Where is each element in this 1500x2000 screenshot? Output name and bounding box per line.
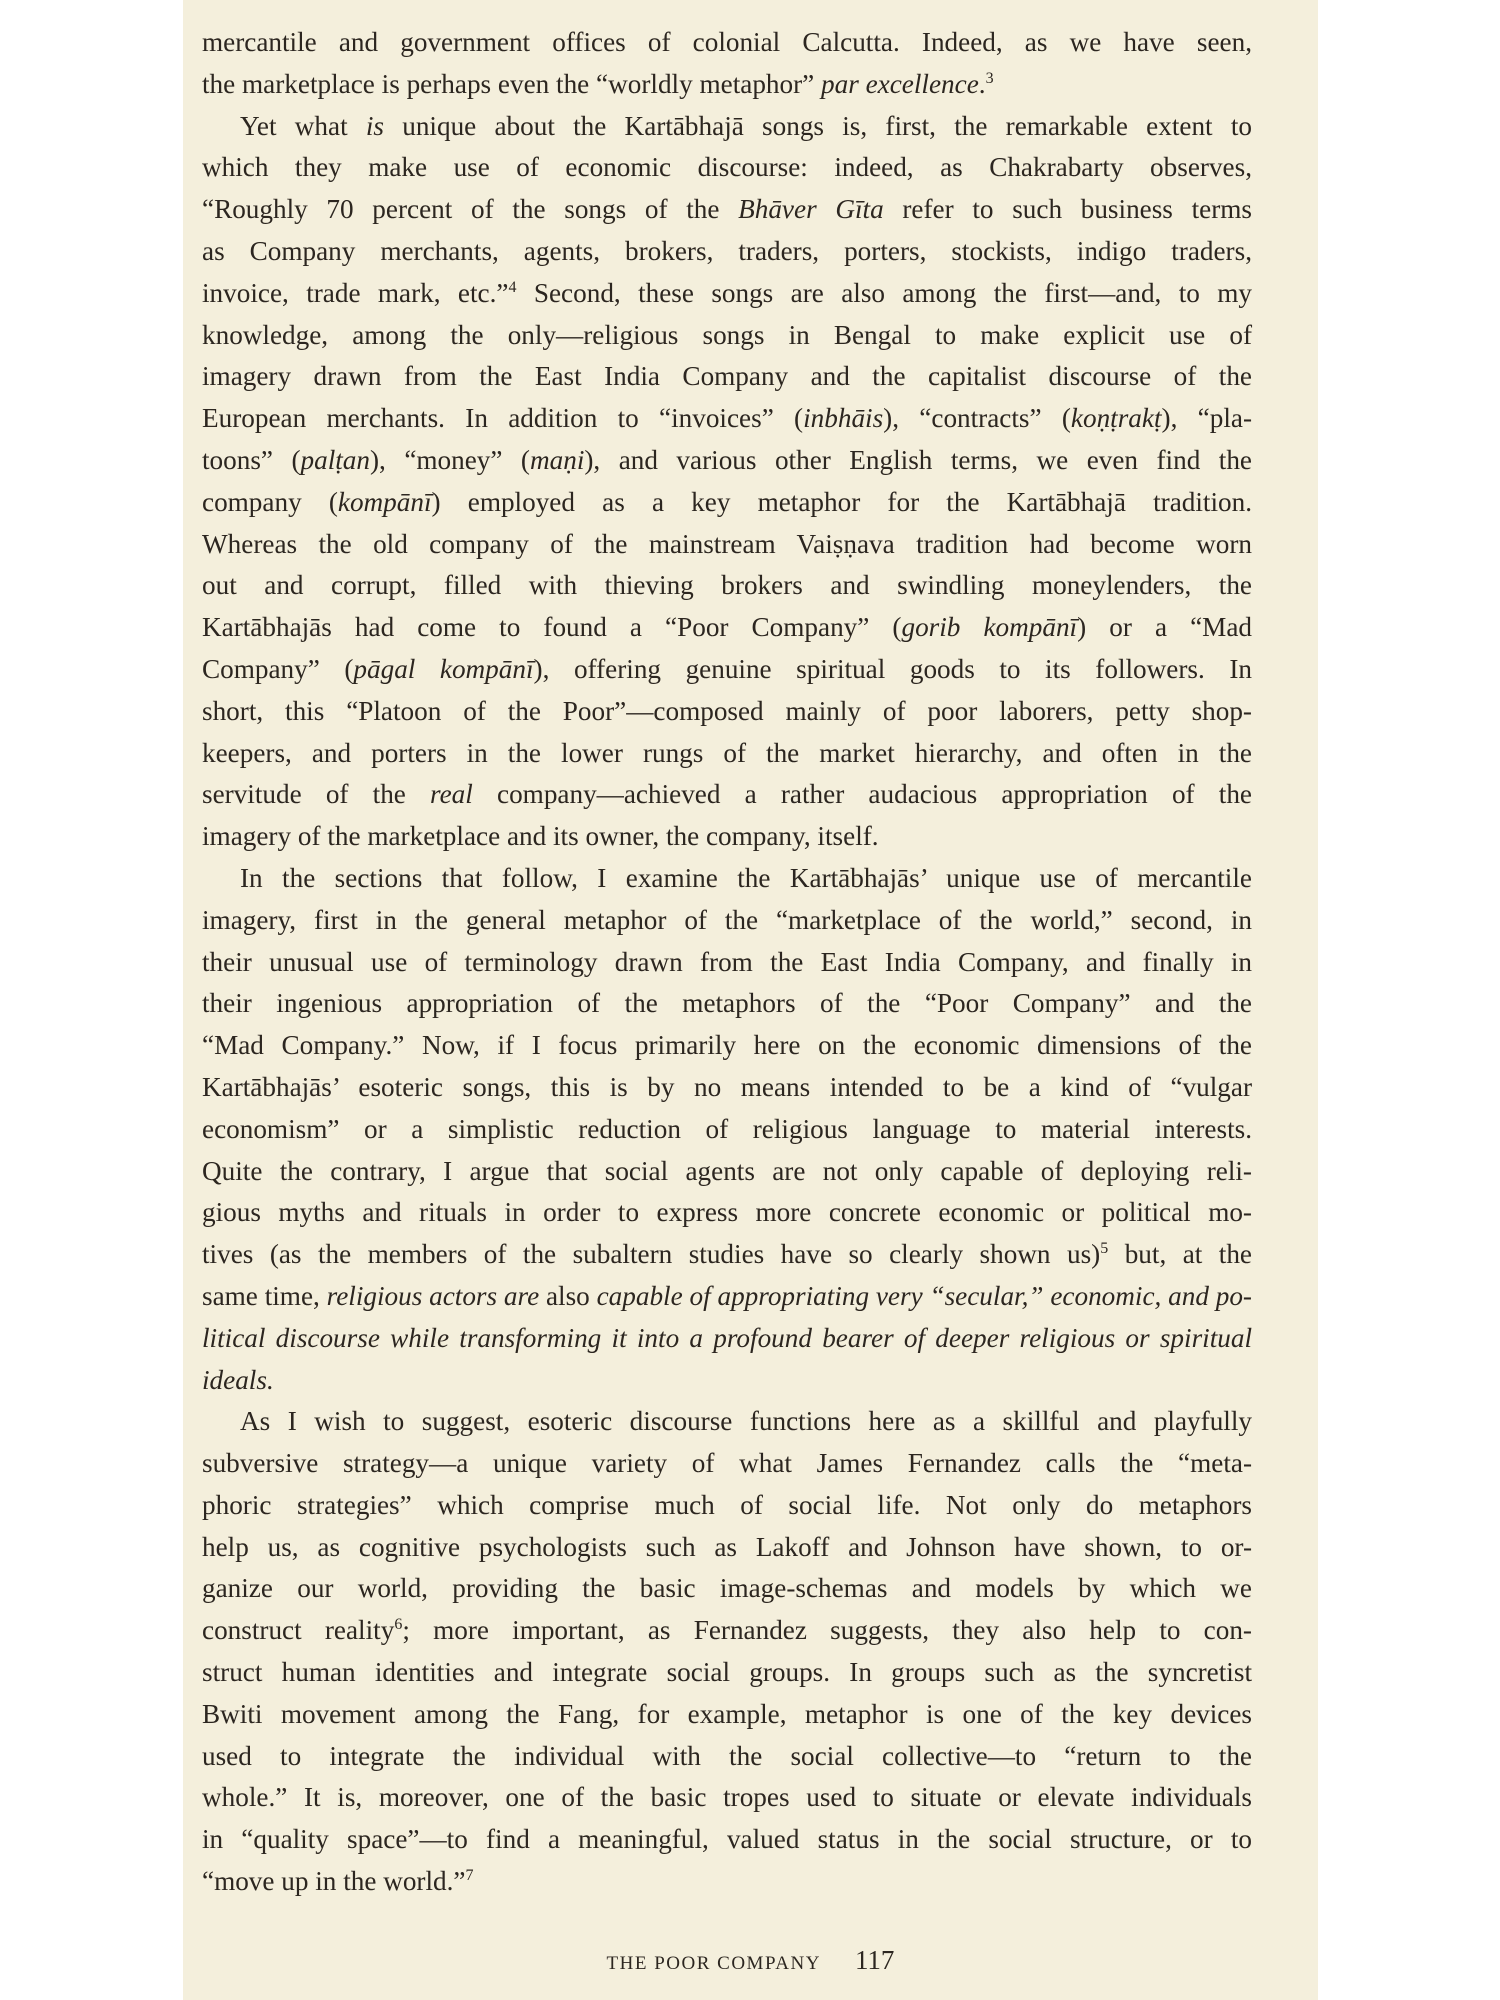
text-line: knowledge, among the only—religious songs in Bengal to make explicit use of xyxy=(202,319,1252,350)
text-line: their ingenious appropriation of the metaphors of the “Poor Company” and the xyxy=(202,988,1252,1019)
text-line: Kartābhajās’ esoteric songs, this is by no means intended to be a kind of “vulgar xyxy=(202,1071,1252,1102)
page-number: 117 xyxy=(854,1945,895,1975)
text-line: used to integrate the individual with the social collective—to “return to the xyxy=(202,1740,1252,1771)
text-line: out and corrupt, filled with thieving brokers and swindling moneylenders, the xyxy=(202,570,1252,601)
text-line: In the sections that follow, I examine the Kartābhajās’ unique use of mercantile xyxy=(240,862,1252,893)
text-line: short, this “Platoon of the Poor”—composed mainly of poor laborers, petty shop- xyxy=(202,695,1252,726)
text-line: As I wish to suggest, esoteric discourse functions here as a skillful and playfully xyxy=(240,1406,1252,1437)
text-line: their unusual use of terminology drawn from the East India Company, and finally in xyxy=(202,946,1252,977)
text-line: Company” (pāgal kompānī), offering genuine spiritual goods to its followers. In xyxy=(202,653,1252,684)
text-line: which they make use of economic discourse: indeed, as Chakrabarty observes, xyxy=(202,152,1252,183)
text-line: help us, as cognitive psychologists such as Lakoff and Johnson have shown, to or- xyxy=(202,1531,1252,1562)
text-line: imagery drawn from the East India Company and the capitalist discourse of the xyxy=(202,361,1252,392)
body-text xyxy=(202,22,1252,1903)
paragraph-continued xyxy=(202,22,1252,106)
text-line: Whereas the old company of the mainstream Vaiṣṇava tradition had become worn xyxy=(202,528,1252,559)
text-line: Quite the contrary, I argue that social agents are not only capable of deploying reli- xyxy=(202,1155,1252,1186)
text-line: keepers, and porters in the lower rungs of the market hierarchy, and often in the xyxy=(202,737,1252,768)
text-line: imagery, first in the general metaphor of the “marketplace of the world,” second, in xyxy=(202,904,1252,935)
text-line: gious myths and rituals in order to express more concrete economic or political mo- xyxy=(202,1197,1252,1228)
text-line: “Mad Company.” Now, if I focus primarily here on the economic dimensions of the xyxy=(202,1030,1252,1061)
text-line: litical discourse while transforming it into a profound bearer of deeper religious or spiritual ideals. xyxy=(202,1322,1252,1395)
text-line: “move up in the world.”$^7$ xyxy=(202,1866,474,1897)
text-line: European merchants. In addition to “invoices” (inbhāis), “contracts” (koṇṭrakṭ), “pla- xyxy=(202,403,1253,434)
text-line: mercantile and government offices of colonial Calcutta. Indeed, as we have seen, xyxy=(202,27,1252,57)
text-line: subversive strategy—a unique variety of what James Fernandez calls the “meta- xyxy=(202,1448,1252,1479)
paragraph-esoteric-discourse xyxy=(202,1401,1252,1903)
text-line: whole.” It is, moreover, one of the basic tropes used to situate or elevate individuals xyxy=(202,1782,1252,1813)
paragraph-sections-that-follow xyxy=(202,858,1252,1401)
text-line: as Company merchants, agents, brokers, traders, porters, stockists, indigo traders, xyxy=(202,235,1252,266)
text-line: Kartābhajās had come to found a “Poor Company” (gorib kompānī) or a “Mad xyxy=(202,612,1253,643)
book-page xyxy=(183,0,1318,2000)
running-head: THE POOR COMPANY xyxy=(606,1953,821,1974)
text-line: servitude of the real company—achieved a rather audacious appropriation of the xyxy=(202,779,1252,810)
page-footer xyxy=(183,1945,1318,1976)
paragraph-kartabhaja-songs xyxy=(202,106,1252,858)
text-line: toons” (palṭan), “money” (maṇi), and various other English terms, we even find the xyxy=(202,444,1252,475)
text-line: the marketplace is perhaps even the “worldly metaphor” par excellence.$^3$ xyxy=(202,68,994,99)
text-line: construct reality$^6$; more important, as Fernandez suggests, they also help to con- xyxy=(202,1615,1252,1646)
text-line: in “quality space”—to find a meaningful, valued status in the social structure, or to xyxy=(202,1824,1252,1855)
text-line: Bwiti movement among the Fang, for example, metaphor is one of the key devices xyxy=(202,1698,1252,1729)
text-line: phoric strategies” which comprise much of social life. Not only do metaphors xyxy=(202,1489,1252,1520)
text-line: tives (as the members of the subaltern studies have so clearly shown us)$^5$ but, at the xyxy=(202,1239,1253,1270)
text-line: struct human identities and integrate social groups. In groups such as the syncretist xyxy=(202,1657,1252,1688)
text-line: Yet what is unique about the Kartābhajā songs is, first, the remarkable extent to xyxy=(240,110,1252,141)
text-line: imagery of the marketplace and its owner, the company, itself. xyxy=(202,821,879,852)
text-line: company (kompānī) employed as a key metaphor for the Kartābhajā tradition. xyxy=(202,486,1253,517)
text-line: same time, religious actors are also capable of appropriating very “secular,” economic, and po- xyxy=(202,1280,1252,1311)
text-line: economism” or a simplistic reduction of religious language to material interests. xyxy=(202,1113,1252,1144)
text-line: ganize our world, providing the basic image-schemas and models by which we xyxy=(202,1573,1252,1604)
text-line: “Roughly 70 percent of the songs of the Bhāver Gīta refer to such business terms xyxy=(202,194,1252,225)
text-line: invoice, trade mark, etc.”$^4$ Second, these songs are also among the first—and, to my xyxy=(202,277,1252,308)
